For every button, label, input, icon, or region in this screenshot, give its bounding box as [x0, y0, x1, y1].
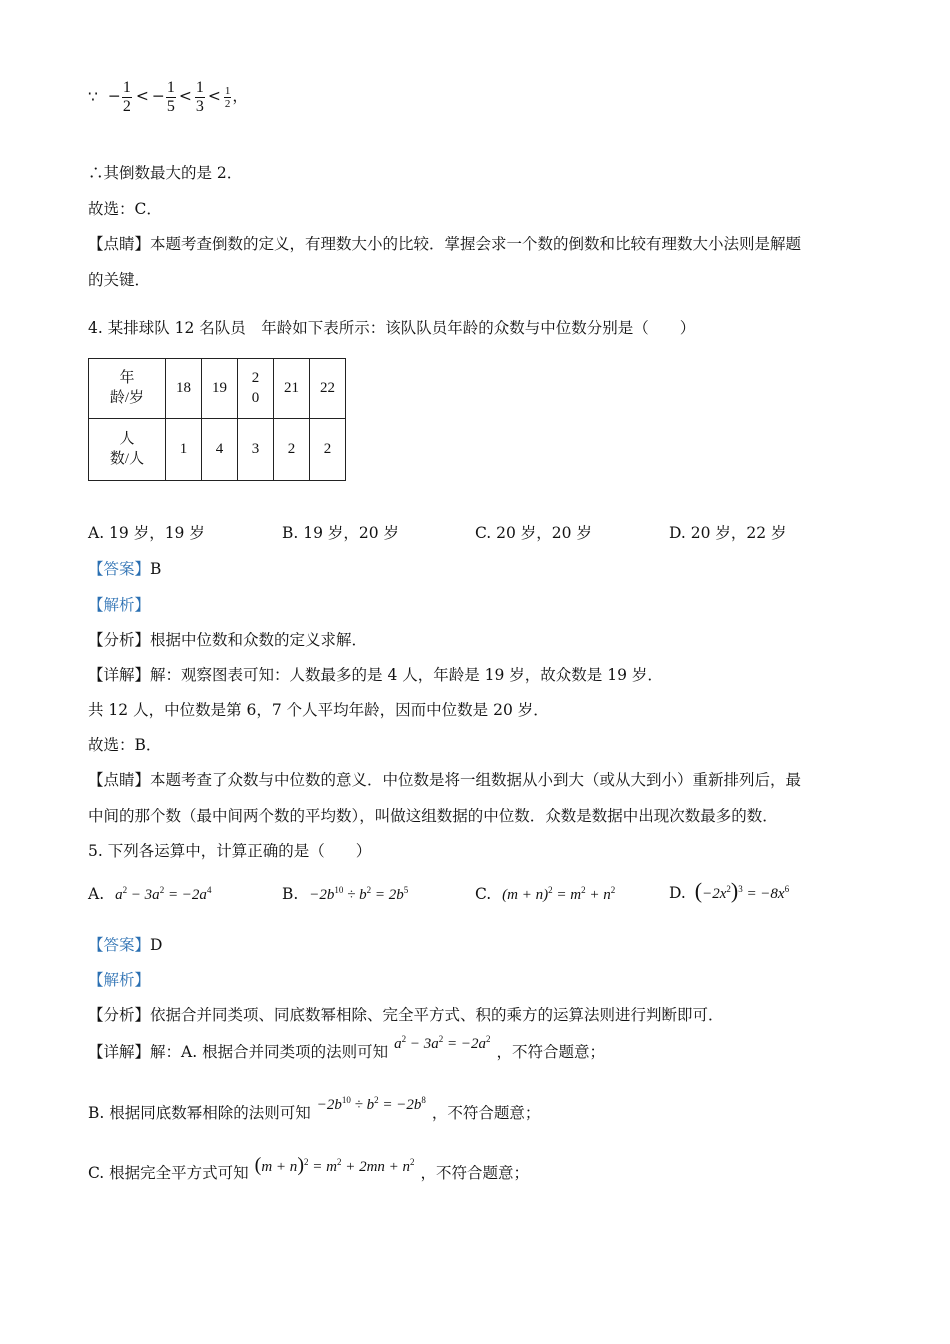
fraction-item: $\frac{1}{2}$ ， [224, 84, 248, 110]
because-symbol: ∵ [88, 88, 98, 106]
q5-option-a: A. $a^2 - 3a^2 = -2a^4$ [88, 885, 212, 903]
q4-comment-cont: 中间的那个数（最中间两个数的平均数），叫做这组数据的中位数．众数是数据中出现次数最多的数． [88, 807, 778, 825]
q5-detail-a: 【详解】 解：A. 根据合并同类项的法则可知 $a^2 - 3a^2 = -2a^2$ ，不符合题意； [88, 1033, 605, 1061]
age-cell: 18 [166, 359, 202, 419]
formula: $(m + n)^2 = m^2 + n^2$ [502, 885, 616, 903]
intro-choose: 故选：C． [88, 200, 162, 218]
q5-option-c: C. $(m + n)^2 = m^2 + n^2$ [475, 885, 616, 903]
q4-option-a: A. 19 岁，19 岁 [88, 524, 205, 542]
age-table [88, 358, 346, 481]
intro-comment-cont: 的关键． [88, 271, 151, 289]
q4-option-b: B. 19 岁，20 岁 [282, 524, 400, 542]
formula: $a^2 - 3a^2 = -2a^4$ [115, 885, 212, 903]
formula: $a^2 - 3a^2 = -2a^2$ [394, 1033, 491, 1052]
answer-tag: 【答案】 [88, 560, 151, 578]
count-cell: 2 [310, 419, 346, 481]
q5-analysis: 【分析】依据合并同类项、同底数幂相除、完全平方式、积的乘方的运算法则进行判断即可． [88, 1006, 724, 1024]
age-cell: 22 [310, 359, 346, 419]
q4-comment: 【点睛】本题考查了众数与中位数的意义．中位数是将一组数据从小到大（或从大到小）重新排列后，最 [88, 771, 802, 789]
row-header-age: 年 龄/岁 [89, 359, 166, 419]
intro-conclusion: ∴其倒数最大的是 2． [88, 164, 243, 182]
formula: $(-2x^2)^3 = -8x^6$ [694, 878, 790, 903]
count-cell: 4 [202, 419, 238, 481]
age-cell: 19 [202, 359, 238, 419]
q4-analysis: 【分析】根据中位数和众数的定义求解． [88, 631, 368, 649]
q5-analysis-tag: 【解析】 [88, 971, 151, 989]
q4-answer: 【答案】B [88, 560, 162, 578]
q5-option-d: D. $(-2x^2)^3 = -8x^6$ [669, 878, 790, 903]
q4-question: 4. 某排球队 12 名队员 年龄如下表所示：该队队员年龄的众数与中位数分别是（ ） [88, 319, 696, 337]
row-header-count: 人 数/人 [89, 419, 166, 481]
age-cell: 21 [274, 359, 310, 419]
q4-choose: 故选：B． [88, 736, 162, 754]
count-cell: 1 [166, 419, 202, 481]
inequality-line [88, 74, 248, 120]
q4-option-c: C. 20 岁，20 岁 [475, 524, 592, 542]
formula: $-2b^{10} \div b^2 = 2b^5$ [309, 885, 409, 903]
q5-option-b: B. $-2b^{10} \div b^2 = 2b^5$ [282, 885, 409, 903]
count-cell: 3 [238, 419, 274, 481]
q5-question: 5. 下列各运算中，计算正确的是（ ） [88, 842, 372, 860]
fraction-item: $\frac{1}{3}$ < [195, 78, 221, 115]
q4-detail-cont: 共 12 人，中位数是第 6，7 个人平均年龄，因而中位数是 20 岁． [88, 701, 549, 719]
q4-option-d: D. 20 岁，22 岁 [669, 524, 787, 542]
q5-detail-b: B. 根据同底数幂相除的法则可知 $-2b^{10} \div b^2 = -2b^8$ ，不符合题意； [88, 1094, 541, 1122]
comment-tag: 【点睛】 [88, 235, 151, 253]
formula: $(m + n)^2 = m^2 + 2mn + n^2$ [254, 1154, 415, 1176]
q4-detail: 【详解】解：观察图表可知：人数最多的是 4 人，年龄是 19 岁，故众数是 19 岁． [88, 666, 663, 684]
formula: $-2b^{10} \div b^2 = -2b^8$ [316, 1094, 426, 1113]
count-cell: 2 [274, 419, 310, 481]
q5-answer: 【答案】D [88, 936, 163, 954]
fraction-item: − $\frac{1}{5}$ < [151, 78, 192, 115]
fraction-item: − $\frac{1}{2}$ < [107, 78, 149, 115]
q4-analysis-tag: 【解析】 [88, 596, 151, 614]
q5-detail-c: C. 根据完全平方式可知 $(m + n)^2 = m^2 + 2mn + n^2$ ，不符合题意； [88, 1154, 530, 1182]
intro-comment: 【点睛】本题考查倒数的定义，有理数大小的比较．掌握会求一个数的倒数和比较有理数大小法则是解题 [88, 235, 802, 253]
age-cell: 2 0 [238, 359, 274, 419]
